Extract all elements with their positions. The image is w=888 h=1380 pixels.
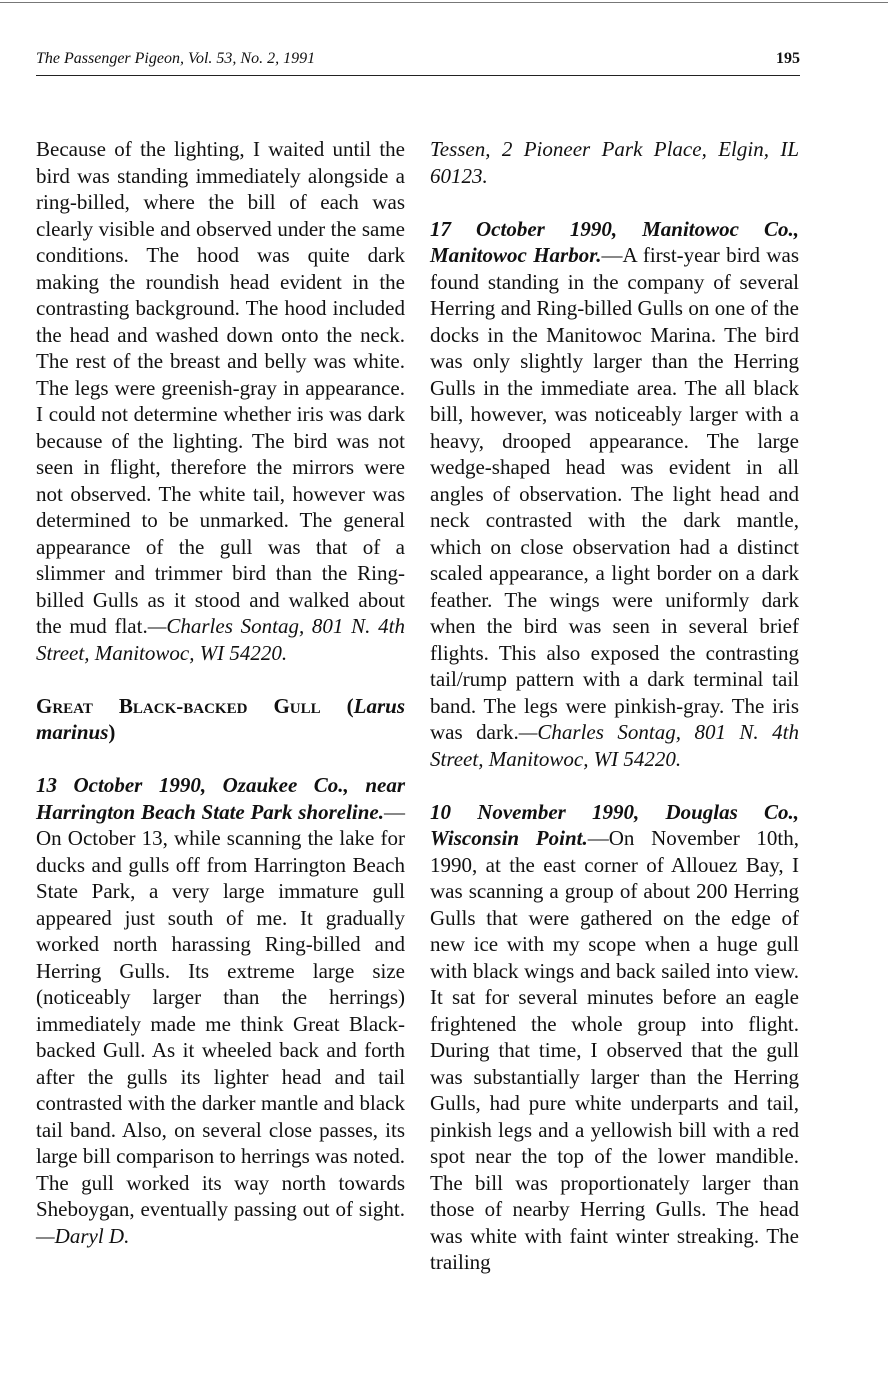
spacer — [430, 189, 799, 216]
spacer — [36, 746, 405, 773]
record-text: —A first-year bird was found standing in the company of several Herring and Ring-billed Gulls on one of the docks in the Manitowoc Marina. The bird was only slightly larger than the Herring Gulls in the immediate area. The all black bill, however, was noticeably larger with a heavy, drooped appearance. The large wedge-shaped head was evident in all angles of observation. The light head and neck contrasted with the dark mantle, which on close observation had a distinct scaled appearance, a light border on a dark feather. The wings were uniformly dark when the bird was seen in several brief flights. This also exposed the contrasting tail/rump pattern with a dark terminal tail band. The legs were pinkish-gray. The iris was dark. — [430, 243, 799, 744]
species-common-name: Great Black-backed Gull — [36, 693, 321, 718]
top-edge-rule — [0, 2, 888, 3]
observer-signature: Tessen, 2 Pioneer Park Place, Elgin, IL 60123. — [430, 137, 799, 188]
record-entry — [36, 772, 405, 1249]
record-entry — [430, 216, 799, 773]
paragraph-text: Because of the lighting, I waited until the bird was standing immediately alongside a ring-billed, where the bill of each was clearly visible and observed under the same conditions. The hood was quite dark making the roundish head evident in the contrasting background. The hood included the head and washed down onto the neck. The rest of the breast and belly was white. The legs were greenish-gray in appearance. I could not determine whether iris was dark because of the lighting. The bird was not seen in flight, therefore the mirrors were not observed. The white tail, however was determined to be unmarked. The general appearance of the gull was that of a slimmer and trimmer bird than the Ring-billed Gulls as it stood and walked about the mud flat. — [36, 137, 405, 638]
heading-paren-open: ( — [320, 693, 354, 718]
observer-signature: —Charles Sontag, 801 N. 4th Street, Manitowoc, WI 54220. — [36, 614, 405, 665]
observer-signature: —Charles Sontag, 801 N. 4th Street, Manitowoc, WI 54220. — [430, 720, 799, 771]
record-text: —On October 13, while scanning the lake for ducks and gulls off from Harrington Beach State Park, a very large immature gull appeared just south of me. It gradually worked north harassing Ring-billed and Herring Gulls. Its extreme large size (noticeably larger than the herrings) immediately made me think Great Black-backed Gull. As it wheeled back and forth after the gulls its lighter head and tail contrasted with the darker mantle and black tail band. Also, on several close passes, its large bill comparison to herrings was noted. The gull worked its way north towards Sheboygan, eventually passing out of sight. — [36, 799, 405, 1221]
species-latin-name: Larus marinus — [36, 693, 405, 744]
record-title: 10 November 1990, Douglas Co., Wisconsin Point. — [430, 799, 799, 850]
journal-title: The Passenger Pigeon, Vol. 53, No. 2, 1991 — [36, 50, 316, 67]
species-heading — [36, 693, 405, 746]
record-text: —On November 10th, 1990, at the east corner of Allouez Bay, I was scanning a group of about 200 Herring Gulls that were gathered on the edge of new ice with my scope when a huge gull with black wings and back sailed into view. It sat for several minutes before an eagle frightened the whole group into flight. During that time, I observed that the gull was substantially larger than the Herring Gulls, had pure white underparts and tail, pinkish legs and a yellowish bill with a red spot near the top of the lower mandible. The bill was proportionately larger than those of nearby Herring Gulls. The head was white with faint winter streaking. The trailing — [430, 826, 799, 1274]
spacer — [36, 666, 405, 693]
heading-paren-close: ) — [108, 720, 116, 744]
paragraph-continued — [36, 136, 405, 666]
observer-signature: —Daryl D. — [36, 1223, 130, 1248]
record-title: 13 October 1990, Ozaukee Co., near Harrington Beach State Park shoreline. — [36, 773, 405, 824]
page-number: 195 — [776, 50, 800, 67]
left-column — [36, 136, 405, 1249]
header-rule — [36, 75, 800, 76]
record-entry — [430, 799, 799, 1276]
right-column — [430, 136, 799, 1276]
signature-continued — [430, 136, 799, 189]
running-header — [36, 50, 800, 74]
record-title: 17 October 1990, Manitowoc Co., Manitowoc Harbor. — [430, 216, 799, 267]
spacer — [430, 772, 799, 799]
